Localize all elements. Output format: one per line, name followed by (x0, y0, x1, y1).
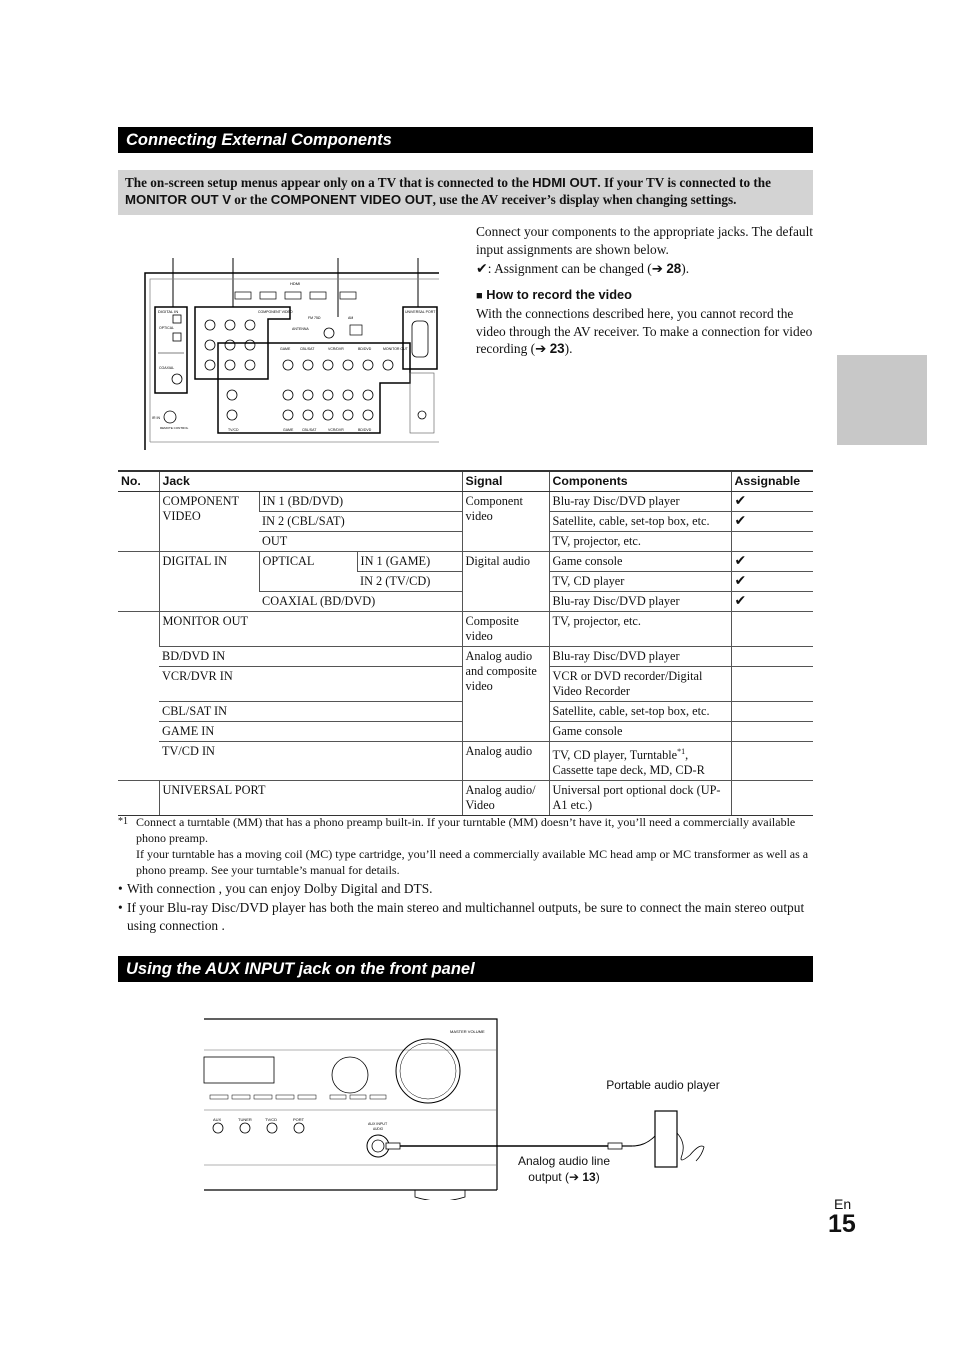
svg-text:CBL/SAT: CBL/SAT (300, 347, 315, 351)
svg-text:TUNER: TUNER (238, 1117, 252, 1122)
assignable-check: ✔ (731, 572, 813, 592)
svg-text:UNIVERSAL PORT: UNIVERSAL PORT (405, 310, 436, 314)
page-language: En (834, 1196, 852, 1212)
svg-text:COAXIAL: COAXIAL (159, 366, 175, 370)
svg-text:TV/CD: TV/CD (265, 1117, 277, 1122)
svg-text:BD/DVD: BD/DVD (358, 347, 372, 351)
svg-text:DIGITAL IN: DIGITAL IN (158, 309, 179, 314)
assignable-check: ✔ (731, 492, 813, 512)
svg-text:AUDIO: AUDIO (373, 1127, 384, 1131)
portable-player-caption: Portable audio player (606, 1078, 720, 1092)
assignable-check: ✔ (731, 592, 813, 612)
line-output-caption: Analog audio line output (➔ 13) (517, 1154, 611, 1184)
svg-text:AUX: AUX (213, 1117, 222, 1122)
svg-text:GAME: GAME (280, 347, 291, 351)
svg-text:REMOTE CONTROL: REMOTE CONTROL (160, 426, 189, 430)
svg-text:HDMI: HDMI (290, 281, 301, 286)
svg-text:OPTICAL: OPTICAL (159, 326, 174, 330)
svg-text:TV/CD: TV/CD (228, 428, 239, 432)
table-row: VCR/DVR IN VCR or DVD recorder/Digital Video Recorder (118, 667, 813, 702)
record-video-text: With the connections described here, you cannot record the video through the AV receiver. To make a connection for video recording (➔ 23). (476, 306, 813, 356)
table-row: IN 2 (TV/CD) TV, CD player ✔ (118, 572, 813, 592)
table-row: IN 2 (CBL/SAT) Satellite, cable, set-top box, etc. ✔ (118, 512, 813, 532)
svg-text:GAME: GAME (283, 428, 294, 432)
front-panel-diagram (200, 1015, 730, 1200)
jack-assignment-table (118, 470, 813, 816)
table-header: No. Jack Signal Components Assignable (118, 471, 813, 492)
assignable-check: ✔ (731, 512, 813, 532)
assign-note: ✔: Assignment can be changed (➔ 28). (476, 261, 690, 277)
setup-menu-note: The on-screen setup menus appear only on a TV that is connected to the HDMI OUT. If your TV is connected to the MONITOR OUT V or the COMPONENT VIDEO OUT, use the AV receiver’s display when changing settings. (118, 170, 813, 215)
assignable-check: ✔ (731, 552, 813, 572)
svg-text:MONITOR OUT: MONITOR OUT (383, 347, 408, 351)
svg-text:CBL/SAT: CBL/SAT (302, 428, 317, 432)
svg-text:AUX INPUT: AUX INPUT (368, 1122, 388, 1126)
table-row: BD/DVD IN Analog audio and composite video Blu-ray Disc/DVD player (118, 647, 813, 667)
table-row: DIGITAL IN OPTICAL IN 1 (GAME) Digital audio Game console ✔ (118, 552, 813, 572)
svg-text:MASTER VOLUME: MASTER VOLUME (450, 1029, 485, 1034)
table-row: TV/CD IN Analog audio TV, CD player, Turntable$^{*1}$, Cassette tape deck, MD, CD-R (118, 742, 813, 781)
intro-paragraph: Connect your components to the appropriate jacks. The default input assignments are shown below. (476, 224, 814, 257)
list-item: • With connection , you can enjoy Dolby Digital and DTS. (118, 881, 433, 896)
record-video-heading: ■ How to record the video (476, 286, 632, 302)
chapter-tab (837, 355, 927, 445)
svg-text:VCR/DVR: VCR/DVR (328, 428, 344, 432)
svg-text:IR IN: IR IN (152, 416, 160, 420)
svg-text:ANTENNA: ANTENNA (292, 327, 309, 331)
notes-list (118, 880, 818, 936)
list-item: • If your Blu-ray Disc/DVD player has both the main stereo and multichannel outputs, be sure to connect the main stereo output using connection . (118, 900, 805, 933)
section-title-connecting: Connecting External Components (118, 127, 813, 153)
svg-text:VCR/DVR: VCR/DVR (328, 347, 344, 351)
rear-panel-diagram (140, 255, 445, 450)
intro-text (476, 223, 816, 358)
table-row: COMPONENT VIDEO IN 1 (BD/DVD) Component video Blu-ray Disc/DVD player ✔ (118, 492, 813, 512)
svg-text:FM 75Ω: FM 75Ω (308, 316, 321, 320)
table-row: GAME IN Game console (118, 722, 813, 742)
svg-text:AM: AM (348, 316, 354, 320)
svg-text:BD/DVD: BD/DVD (358, 428, 372, 432)
table-row: UNIVERSAL PORT Analog audio/ Video Universal port optional dock (UP-A1 etc.) (118, 781, 813, 816)
svg-text:COMPONENT VIDEO: COMPONENT VIDEO (258, 310, 293, 314)
table-row: MONITOR OUT Composite video TV, projector, etc. (118, 612, 813, 647)
table-row: OUT TV, projector, etc. (118, 532, 813, 552)
page-number: 15 (828, 1210, 856, 1238)
table-row: COAXIAL (BD/DVD) Blu-ray Disc/DVD player ✔ (118, 592, 813, 612)
svg-text:PORT: PORT (293, 1117, 305, 1122)
table-row: CBL/SAT IN Satellite, cable, set-top box, etc. (118, 702, 813, 722)
section-title-aux-input: Using the AUX INPUT jack on the front panel (118, 956, 813, 982)
footnote: *1 Connect a turntable (MM) that has a phono preamp built-in. If your turntable (MM) doesn’t have it, you’ll need a commercially available phono preamp. If your turntable has a moving coil (MC) type cartridge, you’ll need a commercially available MC head amp or MC transformer as well as a phono preamp. See your turntable’s manual for details. (118, 815, 809, 877)
